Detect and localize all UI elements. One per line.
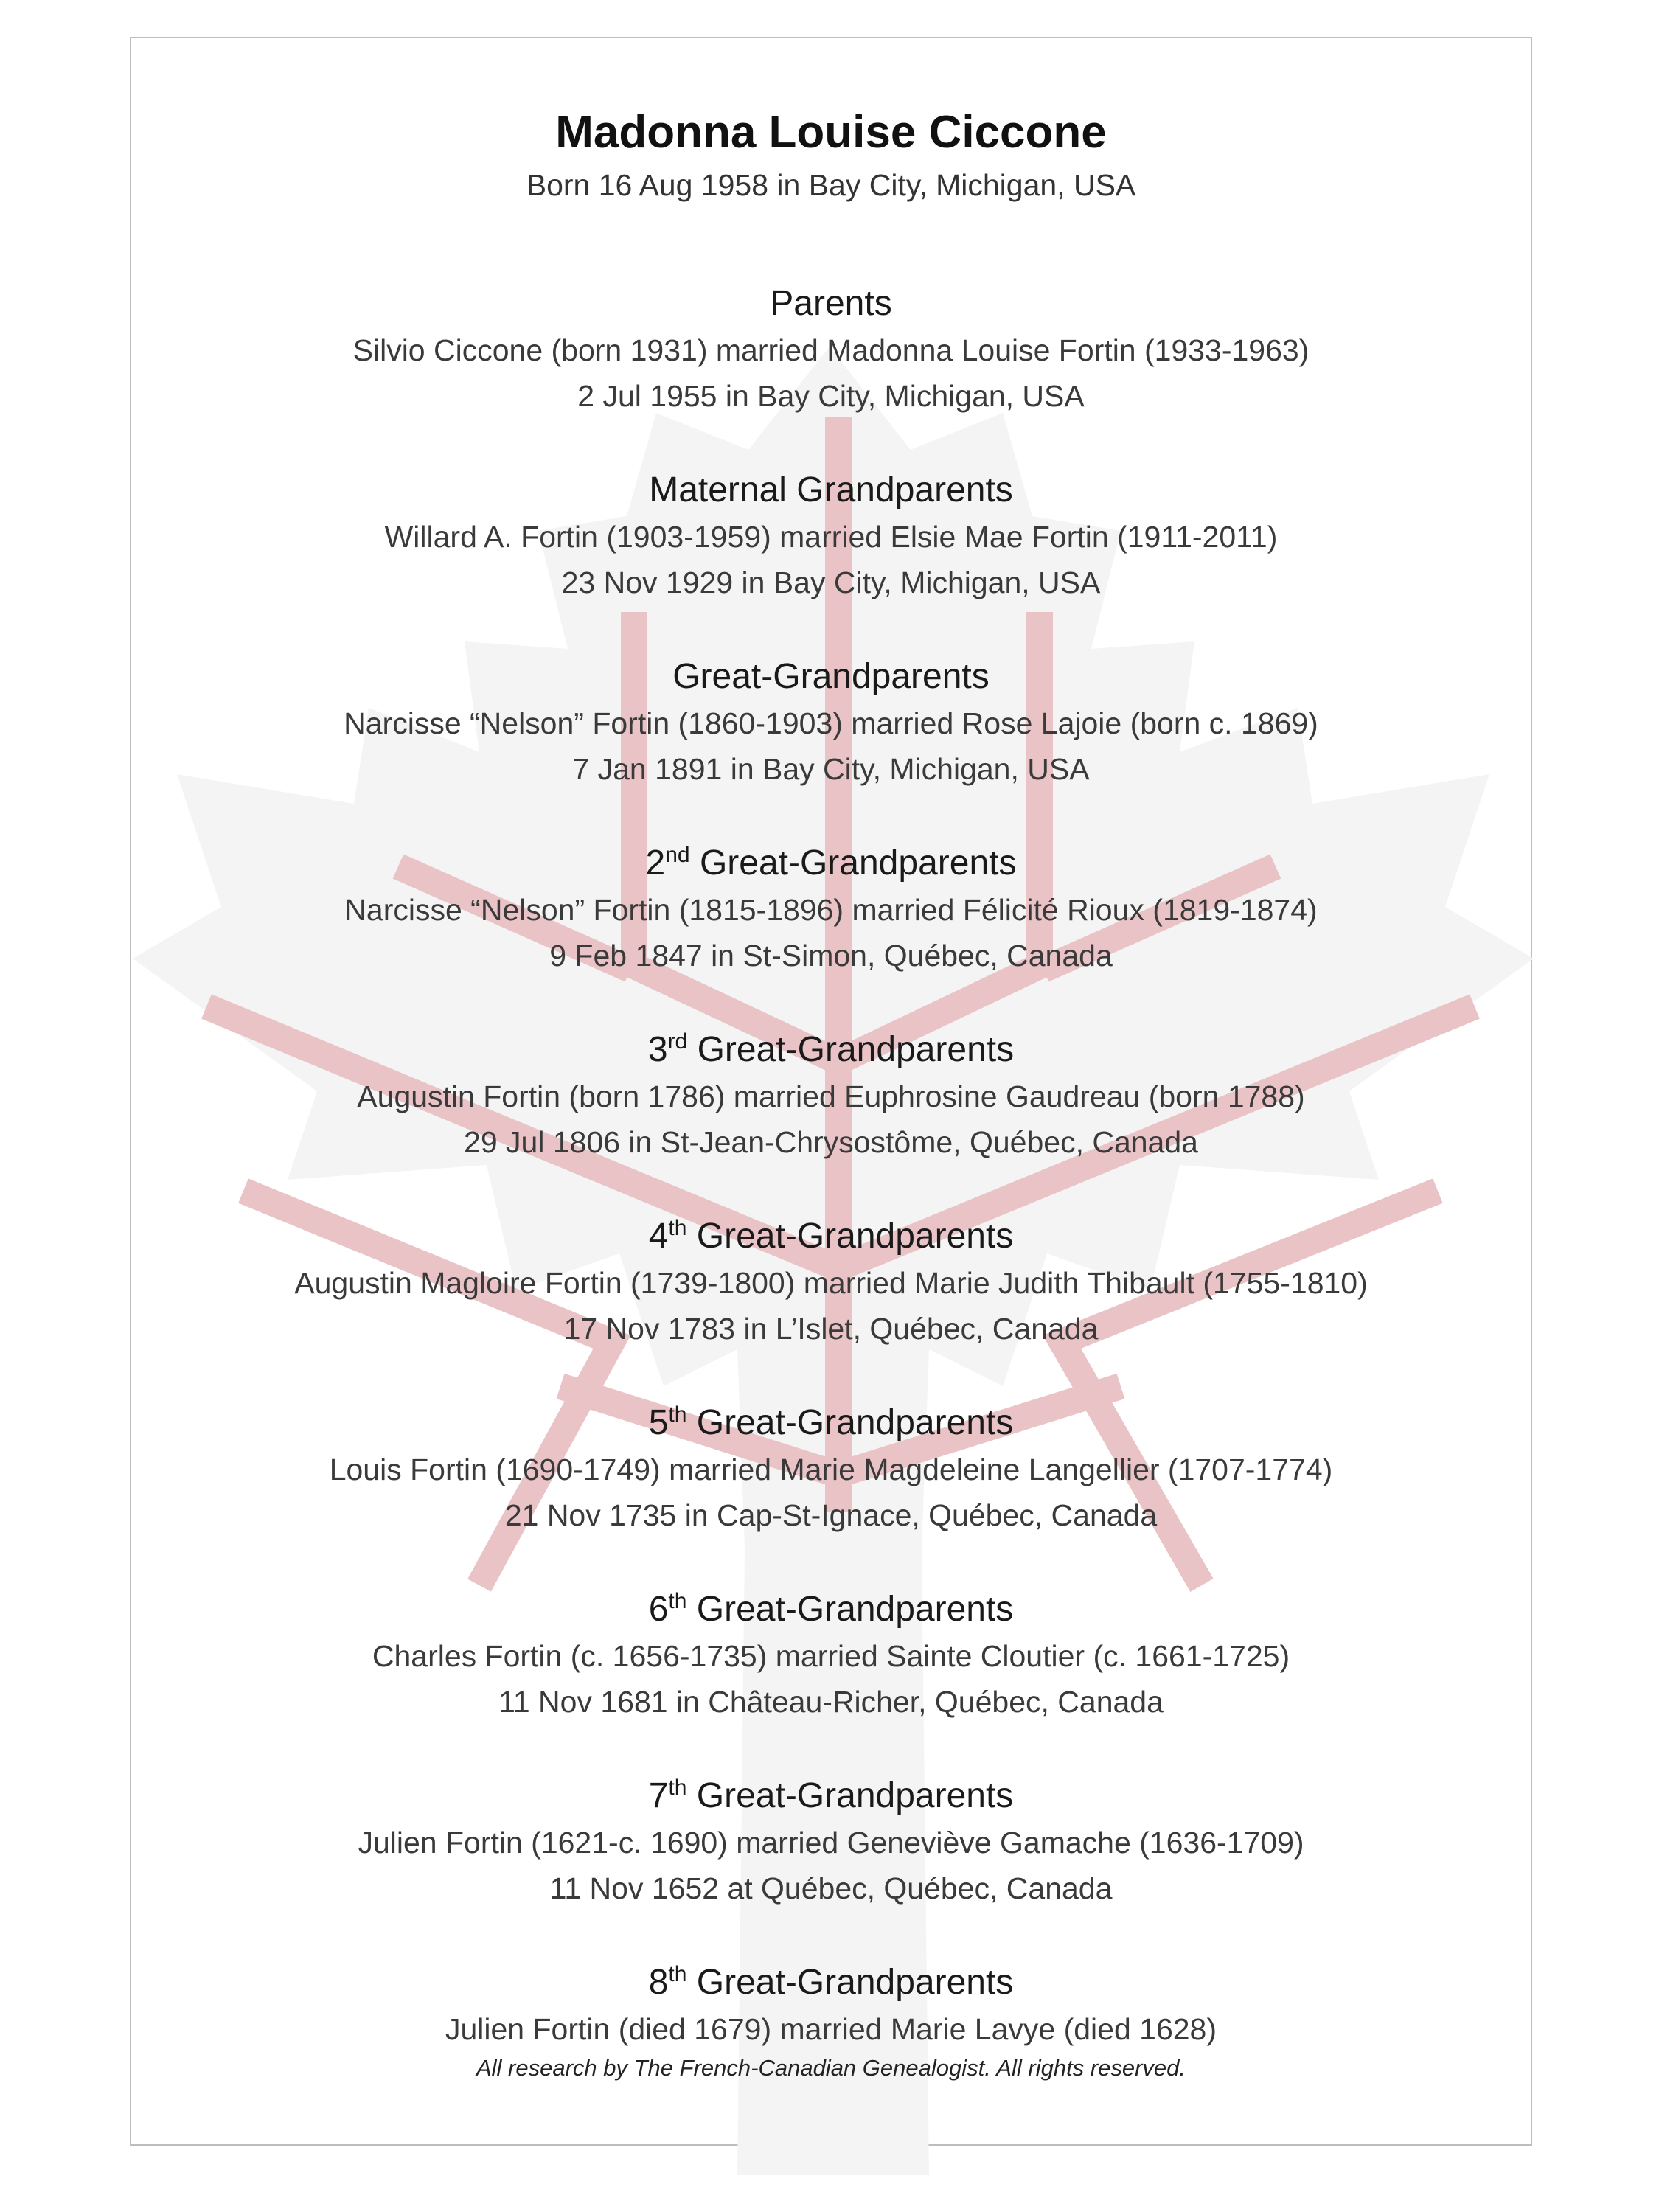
- couple-line: Julien Fortin (1621-c. 1690) married Geneviève Gamache (1636-1709): [358, 1826, 1304, 1860]
- subject-header: [130, 103, 1532, 208]
- marriage-line: 17 Nov 1783 in L’Islet, Québec, Canada: [563, 1312, 1099, 1346]
- generation-6th-great-grandparents: [130, 1586, 1532, 1725]
- generation-parents: [130, 280, 1532, 419]
- copyright-footer: All research by The French-Canadian Genealogist. All rights reserved.: [476, 2055, 1186, 2081]
- generation-title: 5th Great-Grandparents: [648, 1402, 1014, 1442]
- couple-line: Narcisse “Nelson” Fortin (1860-1903) married Rose Lajoie (born c. 1869): [344, 706, 1318, 740]
- marriage-line: 21 Nov 1735 in Cap-St-Ignace, Québec, Canada: [504, 1498, 1158, 1532]
- genealogy-document: [130, 37, 1532, 2146]
- subject-birth: Born 16 Aug 1958 in Bay City, Michigan, USA: [526, 168, 1136, 202]
- generation-maternal-grandparents: [130, 467, 1532, 605]
- marriage-line: 11 Nov 1652 at Québec, Québec, Canada: [549, 1871, 1113, 1905]
- marriage-line: 7 Jan 1891 in Bay City, Michigan, USA: [572, 752, 1090, 786]
- couple-line: Augustin Fortin (born 1786) married Euphrosine Gaudreau (born 1788): [357, 1079, 1305, 1113]
- generation-4th-great-grandparents: [130, 1213, 1532, 1352]
- generation-5th-great-grandparents: [130, 1399, 1532, 1538]
- generation-title: Parents: [770, 284, 892, 323]
- subject-name: Madonna Louise Ciccone: [555, 107, 1107, 158]
- couple-line: Willard A. Fortin (1903-1959) married Elsie Mae Fortin (1911-2011): [384, 520, 1278, 554]
- couple-line: Augustin Magloire Fortin (1739-1800) married Marie Judith Thibault (1755-1810): [294, 1266, 1368, 1300]
- marriage-line: 2 Jul 1955 in Bay City, Michigan, USA: [577, 379, 1085, 413]
- marriage-line: 23 Nov 1929 in Bay City, Michigan, USA: [561, 566, 1101, 599]
- generation-title: 7th Great-Grandparents: [648, 1775, 1014, 1815]
- generation-title: Great-Grandparents: [672, 657, 990, 696]
- generation-8th-great-grandparents: [130, 1959, 1532, 2052]
- generation-title: 8th Great-Grandparents: [648, 1962, 1014, 2002]
- generation-title: 4th Great-Grandparents: [648, 1216, 1014, 1256]
- marriage-line: 11 Nov 1681 in Château-Richer, Québec, Canada: [498, 1685, 1164, 1719]
- marriage-line: 9 Feb 1847 in St-Simon, Québec, Canada: [549, 939, 1113, 973]
- couple-line: Julien Fortin (died 1679) married Marie Lavye (died 1628): [445, 2012, 1217, 2046]
- couple-line: Narcisse “Nelson” Fortin (1815-1896) married Félicité Rioux (1819-1874): [344, 893, 1318, 927]
- couple-line: Louis Fortin (1690-1749) married Marie Magdeleine Langellier (1707-1774): [329, 1453, 1333, 1486]
- generation-3rd-great-grandparents: [130, 1026, 1532, 1165]
- generation-2nd-great-grandparents: [130, 840, 1532, 978]
- generation-title: 6th Great-Grandparents: [648, 1589, 1014, 1629]
- generation-7th-great-grandparents: [130, 1773, 1532, 1911]
- generation-title: Maternal Grandparents: [649, 470, 1013, 509]
- generation-title: 3rd Great-Grandparents: [647, 1029, 1015, 1069]
- generation-great-grandparents: [130, 653, 1532, 792]
- couple-line: Charles Fortin (c. 1656-1735) married Sainte Cloutier (c. 1661-1725): [372, 1639, 1290, 1673]
- generation-title: 2nd Great-Grandparents: [645, 843, 1017, 883]
- couple-line: Silvio Ciccone (born 1931) married Madonna Louise Fortin (1933-1963): [352, 333, 1310, 367]
- marriage-line: 29 Jul 1806 in St-Jean-Chrysostôme, Québec, Canada: [464, 1125, 1198, 1159]
